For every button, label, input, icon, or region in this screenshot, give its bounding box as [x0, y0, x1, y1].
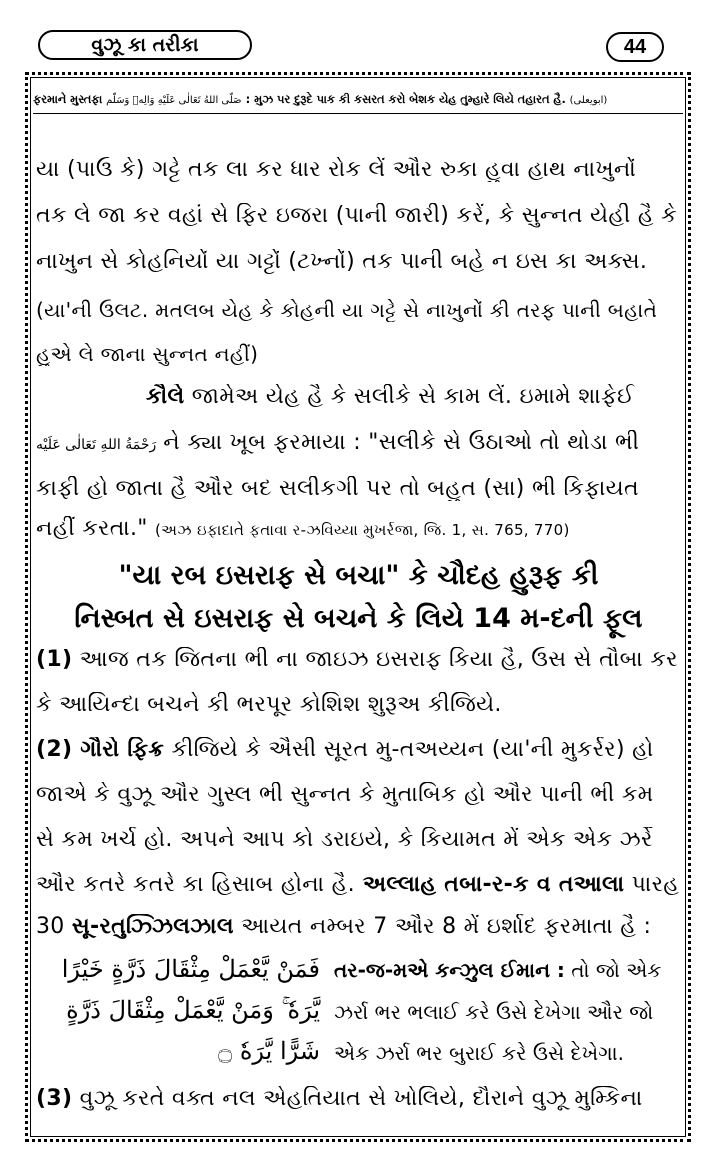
- emphasis-text: ગૌરો ફિક્ર: [72, 737, 165, 762]
- body-line: (યા'ની ઉલટ. મતલબ યેહ કે કોહની યા ગટ્ટે સે નાખુનોં કી તરફ પાની બહાતે: [36, 298, 658, 322]
- point-number: (2): [36, 737, 73, 762]
- body-text: કીજિયે કે ઐસી સૂરત મુ-તઅય્યન (યા'ની મુકર્રર) હો: [164, 737, 654, 762]
- body-line: જાએ કે વુઝૂ ઔર ગુસ્લ ભી સુન્નત કે મુતાબિક હો ઔર પાની ભી કમ: [36, 782, 654, 807]
- hadith-divider: [33, 113, 683, 114]
- point-number: (3): [36, 1086, 73, 1111]
- hadith-lead: ફરમાને મુસ્તફા: [33, 92, 103, 106]
- list-item: [36, 1086, 681, 1111]
- body-text: આજ તક જિતના ભી ના જાઇઝ ઇસરાફ કિયા હૈ, ઉસ સે તૌબા કર: [72, 647, 678, 672]
- list-item: [36, 647, 681, 672]
- hadith-honorific: صَلَّى اللهُ تَعَالٰى عَلَيْهِ وَالِهٖ وَسَلَّم: [106, 95, 242, 106]
- body-line: સે કમ ખર્ચ હો. અપને આપ કો ડરાઇયે, કે કિયામત મેં એક એક ઝર્રે: [36, 827, 653, 852]
- body-text: ઔર કતરે કતરે કા હિસાબ હોના હૈ.: [36, 872, 355, 897]
- body-line: [36, 872, 681, 897]
- body-line: હુએ લે જાના સુન્નત નહીં): [36, 342, 259, 366]
- body-text: ને ક્યા ખૂબ ફરમાયા : "સલીકે સે ઉઠાઓ તો થોડા ભી: [156, 430, 640, 455]
- body-line: તક લે જા કર વહાં સે ફિર ઇજરા (પાની જારી) કરેં, કે સુન્નત યેહી હૈ કે: [36, 203, 677, 228]
- body-line: યા (પાઉ કે) ગટ્ટે તક લા કર ધાર રોક લેં ઔર રુકા હુવા હાથ નાખુનોં: [36, 157, 637, 182]
- list-item: [36, 737, 681, 762]
- hadith-text: : મુઝ પર દુરૂદે પાક કી કસરત કરો બેશક યેહ તુમ્હારે લિયે તહારત હૈ.: [245, 92, 566, 106]
- body-text: તો જો એક: [564, 958, 662, 982]
- translation-line2: ઝર્રા ભર ભલાઈ કરે ઉસે દેખેગા ઔર જો: [334, 1000, 654, 1024]
- body-line: નાખુન સે કોહનિયોં યા ગટ્ટોં (ટખ્નોં) તક પાની બહે ન ઇસ કા અક્સ.: [36, 249, 648, 274]
- hadith-banner: [33, 92, 683, 107]
- body-line: [36, 914, 681, 939]
- translation-line3: એક ઝર્રા ભર બુરાઈ કરે ઉસે દેખેગા.: [334, 1041, 625, 1065]
- emphasis-text: કૌલે: [146, 384, 185, 409]
- body-text: વુઝૂ કરતે વક્ત નલ એહતિયાત સે ખોલિયે, દૌરાને વુઝૂ મુમ્કિના: [72, 1086, 643, 1111]
- page-number: 44: [606, 32, 664, 62]
- arabic-invocation: رَحْمَةُ اللهِ تَعَالٰى عَلَيْه: [36, 437, 157, 453]
- body-line: [36, 384, 681, 409]
- translation-label: તર-જ-મએ કન્ઝુલ ઈમાન :: [334, 958, 565, 982]
- reference-citation: (અઝ ઇફાદાતે ફતાવા ર-ઝવિય્યા મુખર્રજા, જિ. 1, સ. 765, 770): [155, 521, 570, 539]
- section-heading-line2: નિસ્બત સે ઇસરાફ સે બચને કે લિયે 14 મ-દની ફૂલ: [74, 603, 643, 634]
- body-line: [36, 516, 681, 541]
- body-line: કે આયિન્દા બચને કી ભરપૂર કોશિશ શુરૂઅ કીજિયે.: [36, 692, 502, 717]
- emphasis-text: સૂ-રતુઝ્ઝિલઝાલ: [71, 914, 234, 939]
- hadith-source: (ابویعلی): [569, 95, 608, 106]
- body-text: પારહ: [624, 872, 680, 897]
- body-text: નહીં કરતા.": [36, 516, 148, 541]
- body-line: [36, 430, 681, 455]
- body-line: કાફી હો જાતા હૈ ઔર બદ સલીકગી પર તો બહુત (સા) ભી કિફાયત: [36, 476, 639, 501]
- quran-verse-line2: يَّرَهٗ ۚ وَمَنْ يَّعْمَلْ مِثْقَالَ ذَرَّةٍ: [66, 996, 320, 1024]
- chapter-title: વુઝૂ કા તરીકા: [38, 30, 252, 60]
- translation-line1: [334, 958, 680, 982]
- emphasis-text: અલ્લાહ તબા-ર-ક વ તઆલા: [354, 872, 625, 897]
- body-text: આયત નમ્બર 7 ઔર 8 મેં ઇર્શાદ ફરમાતા હૈ :: [233, 914, 652, 939]
- section-heading-line1: "યા રબ ઇસરાફ સે બચા" કે ચૌદહ હુરૂફ કી: [118, 560, 599, 591]
- quran-verse-line3: شَرًّا يَّرَهٗ ۝: [218, 1037, 320, 1065]
- body-text: જામેઅ યેહ હૈ કે સલીકે સે કામ લેં. ઇમામે શાફેઈ: [184, 384, 635, 409]
- quran-verse-line1: فَمَنْ يَّعْمَلْ مِثْقَالَ ذَرَّةٍ خَيْرًا: [61, 955, 320, 983]
- point-number: (1): [36, 647, 73, 672]
- body-text: 30: [36, 914, 72, 939]
